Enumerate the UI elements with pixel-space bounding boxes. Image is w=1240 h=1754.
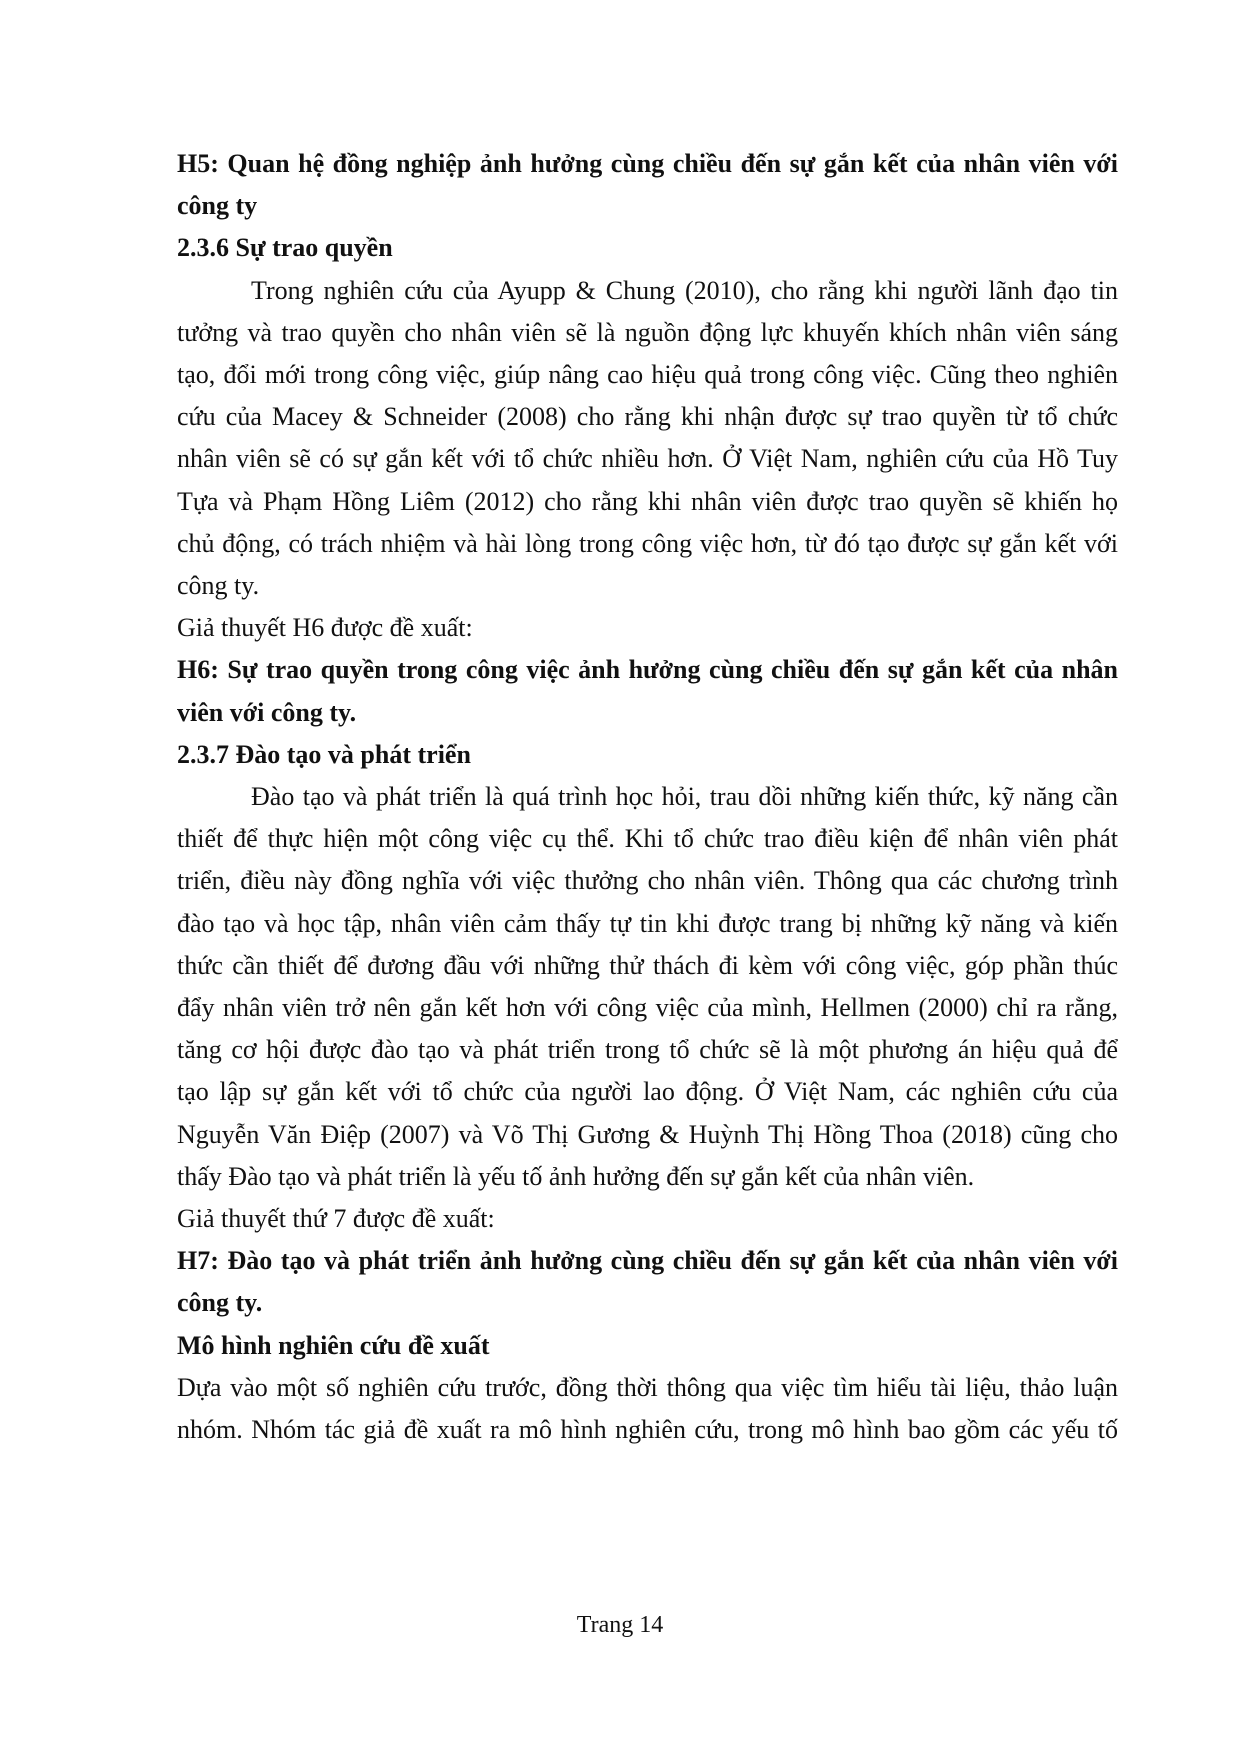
text-line: triển, điều này đồng nghĩa với việc thưởng cho nhân viên. Thông qua các chương trình <box>177 866 1118 896</box>
text-line: đào tạo và học tập, nhân viên cảm thấy tự tin khi được trang bị những kỹ năng và kiến <box>177 908 1118 938</box>
text-line: nhóm. Nhóm tác giả đề xuất ra mô hình nghiên cứu, trong mô hình bao gồm các yếu tố <box>177 1415 1118 1445</box>
hypothesis-h5 <box>177 143 1118 227</box>
text-line: thiết để thực hiện một công việc cụ thể. Khi tổ chức trao điều kiện để nhân viên phát <box>177 824 1118 854</box>
text-line: chủ động, có trách nhiệm và hài lòng trong công việc hơn, từ đó tạo được sự gắn kết với <box>177 528 1118 558</box>
text-line: thức cần thiết để đương đầu với những thử thách đi kèm với công việc, góp phần thúc <box>177 950 1118 980</box>
hypothesis-intro-h6: Giả thuyết H6 được đề xuất: <box>177 613 473 643</box>
text-line: tạo lập sự gắn kết với tổ chức của người lao động. Ở Việt Nam, các nghiên cứu của <box>177 1077 1118 1107</box>
text-line: nhân viên sẽ có sự gắn kết với tổ chức nhiều hơn. Ở Việt Nam, nghiên cứu của Hồ Tuy <box>177 444 1118 474</box>
text-line: Tựa và Phạm Hồng Liêm (2012) cho rằng khi nhân viên được trao quyền sẽ khiến họ <box>177 486 1118 516</box>
text-line: Đào tạo và phát triển là quá trình học hỏi, trau dồi những kiến thức, kỹ năng cần <box>251 782 1118 812</box>
text-line: H6: Sự trao quyền trong công việc ảnh hưởng cùng chiều đến sự gắn kết của nhân <box>177 655 1118 685</box>
text-line: đẩy nhân viên trở nên gắn kết hơn với công việc của mình, Hellmen (2000) chỉ ra rằng, <box>177 993 1118 1023</box>
section-heading-2-3-6: 2.3.6 Sự trao quyền <box>177 233 393 263</box>
page-number: Trang 14 <box>576 1612 664 1638</box>
text-line: tăng cơ hội được đào tạo và phát triển trong tổ chức sẽ là một phương án hiệu quả để <box>177 1035 1118 1065</box>
text-line: H7: Đào tạo và phát triển ảnh hưởng cùng chiều đến sự gắn kết của nhân viên với <box>177 1246 1118 1276</box>
text-line: Dựa vào một số nghiên cứu trước, đồng thời thông qua việc tìm hiểu tài liệu, thảo luận <box>177 1372 1118 1402</box>
text-line: công ty. <box>177 571 260 601</box>
text-line: Trong nghiên cứu của Ayupp & Chung (2010), cho rằng khi người lãnh đạo tin <box>251 275 1118 305</box>
text-line: công ty <box>177 191 258 221</box>
text-line: cứu của Macey & Schneider (2008) cho rằng khi nhận được sự trao quyền từ tổ chức <box>177 402 1118 432</box>
section-heading-proposed-model: Mô hình nghiên cứu đề xuất <box>177 1330 490 1360</box>
text-line: tưởng và trao quyền cho nhân viên sẽ là nguồn động lực khuyến khích nhân viên sáng <box>177 317 1118 347</box>
text-line: Nguyễn Văn Điệp (2007) và Võ Thị Gương & Huỳnh Thị Hồng Thoa (2018) cũng cho <box>177 1119 1118 1149</box>
paragraph-empowerment <box>177 270 1118 608</box>
hypothesis-h6 <box>177 649 1118 733</box>
text-line: tạo, đổi mới trong công việc, giúp nâng cao hiệu quả trong công việc. Cũng theo nghiên <box>177 360 1118 390</box>
paragraph-proposed-model <box>177 1367 1118 1451</box>
text-line: thấy Đào tạo và phát triển là yếu tố ảnh hưởng đến sự gắn kết của nhân viên. <box>177 1161 975 1191</box>
section-heading-2-3-7: 2.3.7 Đào tạo và phát triển <box>177 739 471 769</box>
hypothesis-h7 <box>177 1240 1118 1324</box>
text-line: viên với công ty. <box>177 697 357 727</box>
text-line: H5: Quan hệ đồng nghiệp ảnh hưởng cùng chiều đến sự gắn kết của nhân viên với <box>177 149 1118 178</box>
text-line: công ty. <box>177 1288 263 1318</box>
paragraph-training <box>177 776 1118 1198</box>
document-page <box>177 143 1118 1451</box>
hypothesis-intro-h7: Giả thuyết thứ 7 được đề xuất: <box>177 1204 495 1234</box>
